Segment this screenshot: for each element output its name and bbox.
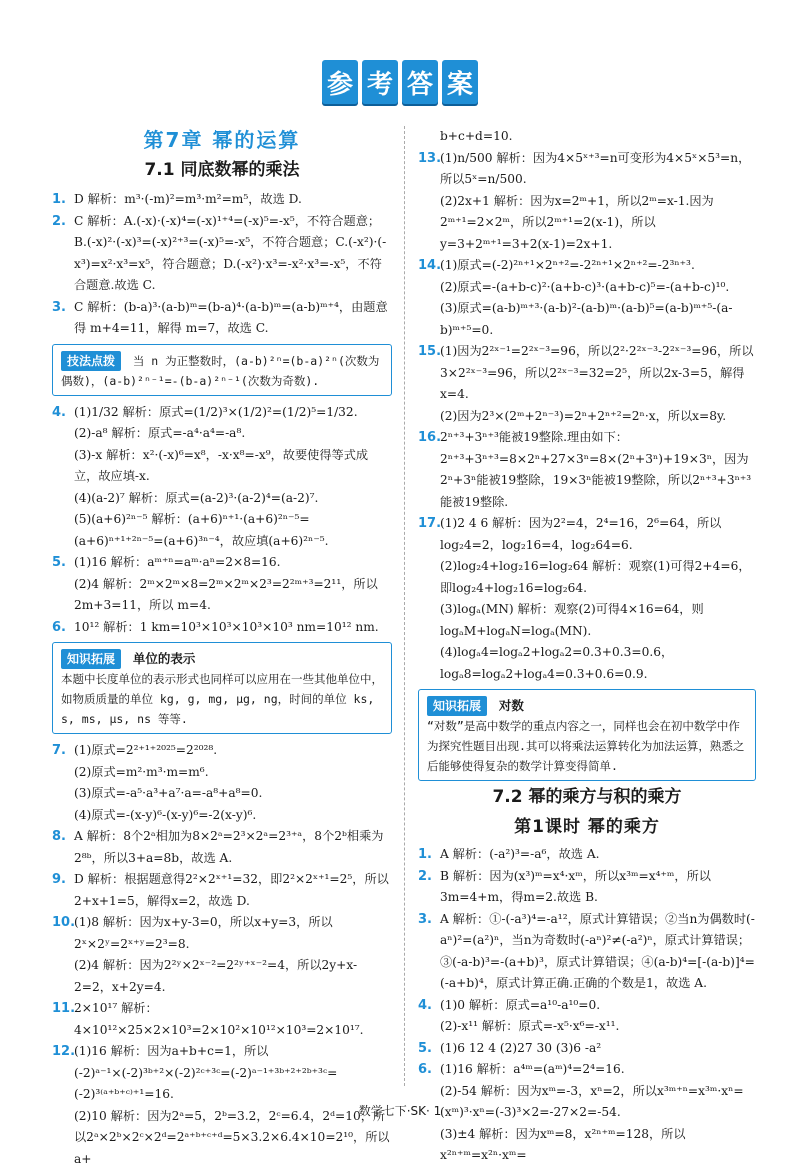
- answer-line: (1)1/32 解析：原式=(1/2)³×(1/2)²=(1/2)⁵=1/32.: [74, 402, 392, 424]
- callout-body: 本题中长度单位的表示形式也同样可以应用在一些其他单位中，如物质质量的单位 kg, g, mg, μg, ng，时间的单位 ks, s, ms, μs, ns 等等.: [61, 669, 383, 729]
- answer-line: (2)-54 解析：因为xᵐ=-3，xⁿ=2，所以x³ᵐ⁺ⁿ=x³ᵐ·xⁿ=(xᵐ)³·xⁿ=(-3)³×2=-27×2=-54.: [440, 1081, 756, 1124]
- question-number: 14.: [418, 255, 441, 277]
- question-number: 9.: [52, 869, 66, 891]
- answer-line: (3)±4 解析：因为xᵐ=8，x²ⁿ⁺ᵐ=128，所以x²ⁿ⁺ᵐ=x²ⁿ·xᵐ=: [440, 1124, 756, 1167]
- answer-item: [418, 148, 756, 256]
- answer-line: (1)16 解析：a⁴ᵐ=(aᵐ)⁴=2⁴=16.: [440, 1059, 756, 1081]
- title-char: 案: [442, 60, 478, 104]
- question-number: 5.: [418, 1038, 432, 1060]
- callout-tag: 技法点拨: [61, 351, 121, 371]
- question-number: 1.: [52, 189, 66, 211]
- answer-line: (1)16 解析：aᵐ⁺ⁿ=aᵐ·aⁿ=2×8=16.: [74, 552, 392, 574]
- answer-line: (1)8 解析：因为x+y-3=0，所以x+y=3，所以2ˣ×2ʸ=2ˣ⁺ʸ=2³=8.: [74, 912, 392, 955]
- answer-line: (2)-x¹¹ 解析：原式=-x⁵·x⁶=-x¹¹.: [440, 1016, 756, 1038]
- title-char: 答: [402, 60, 438, 104]
- column-divider: [404, 126, 405, 1086]
- answer-item: [52, 912, 392, 998]
- answer-line: C 解析：A.(-x)·(-x)⁴=(-x)¹⁺⁴=(-x)⁵=-x⁵，不符合题意；B.(-x)²·(-x)³=(-x)²⁺³=(-x)⁵=-x⁵，不符合题意；C.(-x²)·(-x³)=x²·x³=x⁵，符合题意；D.(-x²)·x³=-x²·x³=-x⁵，不符合题意.故选 C.: [74, 211, 392, 297]
- question-number: 6.: [52, 617, 66, 639]
- title-char: 参: [322, 60, 358, 104]
- left-column: [52, 126, 392, 1170]
- answer-item: [418, 513, 756, 685]
- answer-item: [52, 297, 392, 340]
- question-number: 4.: [418, 995, 432, 1017]
- answer-line: (2)log₂4+log₂16=log₂64 解析：观察(1)可得2+4=6，即log₂4+log₂16=log₂64.: [440, 556, 756, 599]
- section-title: 7.2 幂的乘方与积的乘方: [418, 787, 756, 809]
- answer-line: (3)原式=(a-b)ᵐ⁺³·(a-b)²-(a-b)ᵐ·(a-b)⁵=(a-b)ᵐ⁺⁵-(a-b)ᵐ⁺⁵=0.: [440, 298, 756, 341]
- callout-tag: 知识拓展: [61, 649, 121, 669]
- answer-line: 10¹² 解析：1 km=10³×10³×10³×10³ nm=10¹² nm.: [74, 617, 392, 639]
- answer-line: B 解析：因为(x³)ᵐ=x⁴·xᵐ，所以x³ᵐ=x⁴⁺ᵐ，所以3m=4+m，得m=2.故选 B.: [440, 866, 756, 909]
- answer-line: (1)16 解析：因为a+b+c=1，所以(-2)ᵃ⁻¹×(-2)³ᵇ⁺²×(-2)²ᶜ⁺³ᶜ=(-2)ᵃ⁻¹⁺³ᵇ⁺²⁺²ᵇ⁺³ᶜ=(-2)³⁽ᵃ⁺ᵇ⁺ᶜ⁾⁺¹=16.: [74, 1041, 392, 1106]
- answer-line: D 解析：根据题意得2²×2ˣ⁺¹=32，即2²×2ˣ⁺¹=2⁵，所以2+x+1=5，解得x=2，故选 D.: [74, 869, 392, 912]
- answer-item: [52, 740, 392, 826]
- question-number: 13.: [418, 148, 441, 170]
- right-column: [418, 126, 756, 1167]
- answer-line: (1)n/500 解析：因为4×5ˣ⁺³=n可变形为4×5ˣ×5³=n，所以5ˣ=n/500.: [440, 148, 756, 191]
- answer-line: 2ⁿ⁺³+3ⁿ⁺³能被19整除.理由如下：2ⁿ⁺³+3ⁿ⁺³=8×2ⁿ+27×3ⁿ=8×(2ⁿ+3ⁿ)+19×3ⁿ，因为2ⁿ+3ⁿ能被19整除，19×3ⁿ能被19整除，所以2ⁿ⁺³+3ⁿ⁺³能被19整除.: [440, 427, 756, 513]
- answer-line: (1)因为2²ˣ⁻¹=2²ˣ⁻³=96，所以2²·2²ˣ⁻³-2²ˣ⁻³=96，所以3×2²ˣ⁻³=96，所以2²ˣ⁻³=32=2⁵，所以2x-3=5，解得x=4.: [440, 341, 756, 406]
- question-number: 15.: [418, 341, 441, 363]
- answer-item: [418, 341, 756, 427]
- section-title: 7.1 同底数幂的乘法: [52, 160, 392, 182]
- answer-line: C 解析：(b-a)³·(a-b)ᵐ=(b-a)⁴·(a-b)ᵐ=(a-b)ᵐ⁺⁴，由题意得 m+4=11，解得 m=7，故选 C.: [74, 297, 392, 340]
- answer-item: [52, 189, 392, 211]
- answer-line: D 解析：m³·(-m)²=m³·m²=m⁵，故选 D.: [74, 189, 392, 211]
- answer-line: (1)原式=2²⁺¹⁺²⁰²⁵=2²⁰²⁸.: [74, 740, 392, 762]
- answer-line: (4)原式=-(x-y)⁶-(x-y)⁶=-2(x-y)⁶.: [74, 805, 392, 827]
- callout-body: “对数”是高中数学的重点内容之一，同样也会在初中数学中作为探究性题目出现.其可以将乘法运算转化为加法运算，熟悉之后能够使得复杂的数学计算变得简单.: [427, 716, 747, 776]
- question-number: 6.: [418, 1059, 432, 1081]
- answer-line: (2)原式=-(a+b-c)²·(a+b-c)³·(a+b-c)⁵=-(a+b-c)¹⁰.: [440, 277, 756, 299]
- callout-title: 单位的表示: [133, 651, 196, 666]
- question-number: 8.: [52, 826, 66, 848]
- callout-tag: 知识拓展: [427, 696, 487, 716]
- chapter-title: 第7章 幂的运算: [52, 130, 392, 152]
- answer-item: [418, 844, 756, 866]
- answer-list: [418, 126, 756, 685]
- answer-line: (1)0 解析：原式=a¹⁰-a¹⁰=0.: [440, 995, 756, 1017]
- answer-item: [418, 909, 756, 995]
- answer-item: [418, 995, 756, 1038]
- question-number: 2.: [418, 866, 432, 888]
- callout-title: 对数: [499, 698, 524, 713]
- answer-item: [52, 869, 392, 912]
- page-footer: 数学七下·SK· 1: [0, 1102, 800, 1119]
- knowledge-callout: [418, 689, 756, 781]
- answer-line: (2)4 解析：因为2²ʸ×2ˣ⁻²=2²ʸ⁺ˣ⁻²=4，所以2y+x-2=2，x+2y=4.: [74, 955, 392, 998]
- page-title: [320, 60, 480, 110]
- answer-item: [52, 211, 392, 297]
- answer-item: [418, 427, 756, 513]
- answer-line: (3)-x 解析：x²·(-x)⁶=x⁸，-x·x⁸=-x⁹，故要使得等式成立，故应填-x.: [74, 445, 392, 488]
- answer-line: (3)原式=-a⁵·a³+a⁷·a=-a⁸+a⁸=0.: [74, 783, 392, 805]
- answer-line: (1)2 4 6 解析：因为2²=4，2⁴=16，2⁶=64，所以log₂4=2，log₂16=4，log₂64=6.: [440, 513, 756, 556]
- answer-item: [52, 826, 392, 869]
- question-number: 10.: [52, 912, 75, 934]
- answer-line: (2)4 解析：2ᵐ×2ᵐ×8=2ᵐ×2ᵐ×2³=2²ᵐ⁺³=2¹¹，所以 2m+3=11，所以 m=4.: [74, 574, 392, 617]
- callout-body: 当 n 为正整数时，(a-b)²ⁿ=(b-a)²ⁿ(次数为偶数)，(a-b)²ⁿ⁻¹=-(b-a)²ⁿ⁻¹(次数为奇数).: [61, 354, 379, 388]
- answer-item: [52, 998, 392, 1041]
- answer-line: (2)-a⁸ 解析：原式=-a⁴·a⁴=-a⁸.: [74, 423, 392, 445]
- question-number: 17.: [418, 513, 441, 535]
- question-number: 16.: [418, 427, 441, 449]
- answer-line: (2)2x+1 解析：因为x=2ᵐ+1，所以2ᵐ=x-1.因为2ᵐ⁺¹=2×2ᵐ，所以2ᵐ⁺¹=2(x-1)，所以y=3+2ᵐ⁺¹=3+2(x-1)=2x+1.: [440, 191, 756, 256]
- answer-line: (2)因为2³×(2ᵐ+2ⁿ⁻³)=2ⁿ+2ⁿ⁺²=2ⁿ·x，所以x=8y.: [440, 406, 756, 428]
- answer-list: [52, 402, 392, 639]
- answer-item: [52, 402, 392, 553]
- lesson-title: 第1课时 幂的乘方: [418, 817, 756, 839]
- answer-line: 2×10¹⁷ 解析：4×10¹²×25×2×10³=2×10²×10¹²×10³=2×10¹⁷.: [74, 998, 392, 1041]
- answer-list: [52, 189, 392, 340]
- question-number: 3.: [418, 909, 432, 931]
- question-number: 11.: [52, 998, 75, 1020]
- answer-line: (3)logₐ(MN) 解析：观察(2)可得4×16=64，则logₐM+logₐN=logₐ(MN).: [440, 599, 756, 642]
- question-number: 7.: [52, 740, 66, 762]
- question-number: 1.: [418, 844, 432, 866]
- answer-line: A 解析：①-(-a³)⁴=-a¹²，原式计算错误；②当n为偶数时(-aⁿ)²=(a²)ⁿ，当n为奇数时(-aⁿ)²≠(-a²)ⁿ，原式计算错误；③(-a-b)³=-(a+b)³，原式计算错误；④(a-b)⁴=[-(a-b)]⁴=(-a+b)⁴，原式计算正确.正确的个数是1，故选 A.: [440, 909, 756, 995]
- answer-line: (1)6 12 4 (2)27 30 (3)6 -a²: [440, 1038, 756, 1060]
- answer-line: A 解析：8个2ᵃ相加为8×2ᵃ=2³×2ᵃ=2³⁺ᵃ，8个2ᵇ相乘为2⁸ᵇ，所以3+a=8b，故选 A.: [74, 826, 392, 869]
- question-number: 4.: [52, 402, 66, 424]
- question-number: 5.: [52, 552, 66, 574]
- question-number: 12.: [52, 1041, 75, 1063]
- answer-line: (4)logₐ4=logₐ2+logₐ2=0.3+0.3=0.6，logₐ8=logₐ2+logₐ4=0.3+0.6=0.9.: [440, 642, 756, 685]
- question-number: 3.: [52, 297, 66, 319]
- answer-line: A 解析：(-a²)³=-a⁶，故选 A.: [440, 844, 756, 866]
- answer-line: (2)10 解析：因为2ᵃ=5，2ᵇ=3.2，2ᶜ=6.4，2ᵈ=10，所以2ᵃ×2ᵇ×2ᶜ×2ᵈ=2ᵃ⁺ᵇ⁺ᶜ⁺ᵈ=5×3.2×6.4×10=2¹⁰，所以a+: [74, 1106, 392, 1170]
- knowledge-callout: [52, 642, 392, 734]
- answer-item: [418, 255, 756, 341]
- answer-line: (4)(a-2)⁷ 解析：原式=(a-2)³·(a-2)⁴=(a-2)⁷.: [74, 488, 392, 510]
- title-char: 考: [362, 60, 398, 104]
- answer-item: [52, 552, 392, 617]
- tip-callout: [52, 344, 392, 396]
- answer-item: [52, 617, 392, 639]
- answer-line: b+c+d=10.: [440, 126, 756, 148]
- answer-item: [418, 126, 756, 148]
- answer-item: [418, 866, 756, 909]
- answer-item: [418, 1038, 756, 1060]
- answer-line: (5)(a+6)²ⁿ⁻⁵ 解析：(a+6)ⁿ⁺¹·(a+6)²ⁿ⁻⁵=(a+6)ⁿ⁺¹⁺²ⁿ⁻⁵=(a+6)³ⁿ⁻⁴，故应填(a+6)²ⁿ⁻⁵.: [74, 509, 392, 552]
- answer-line: (1)原式=(-2)²ⁿ⁺¹×2ⁿ⁺²=-2²ⁿ⁺¹×2ⁿ⁺²=-2³ⁿ⁺³.: [440, 255, 756, 277]
- answer-line: (2)原式=m²·m³·m=m⁶.: [74, 762, 392, 784]
- question-number: 2.: [52, 211, 66, 233]
